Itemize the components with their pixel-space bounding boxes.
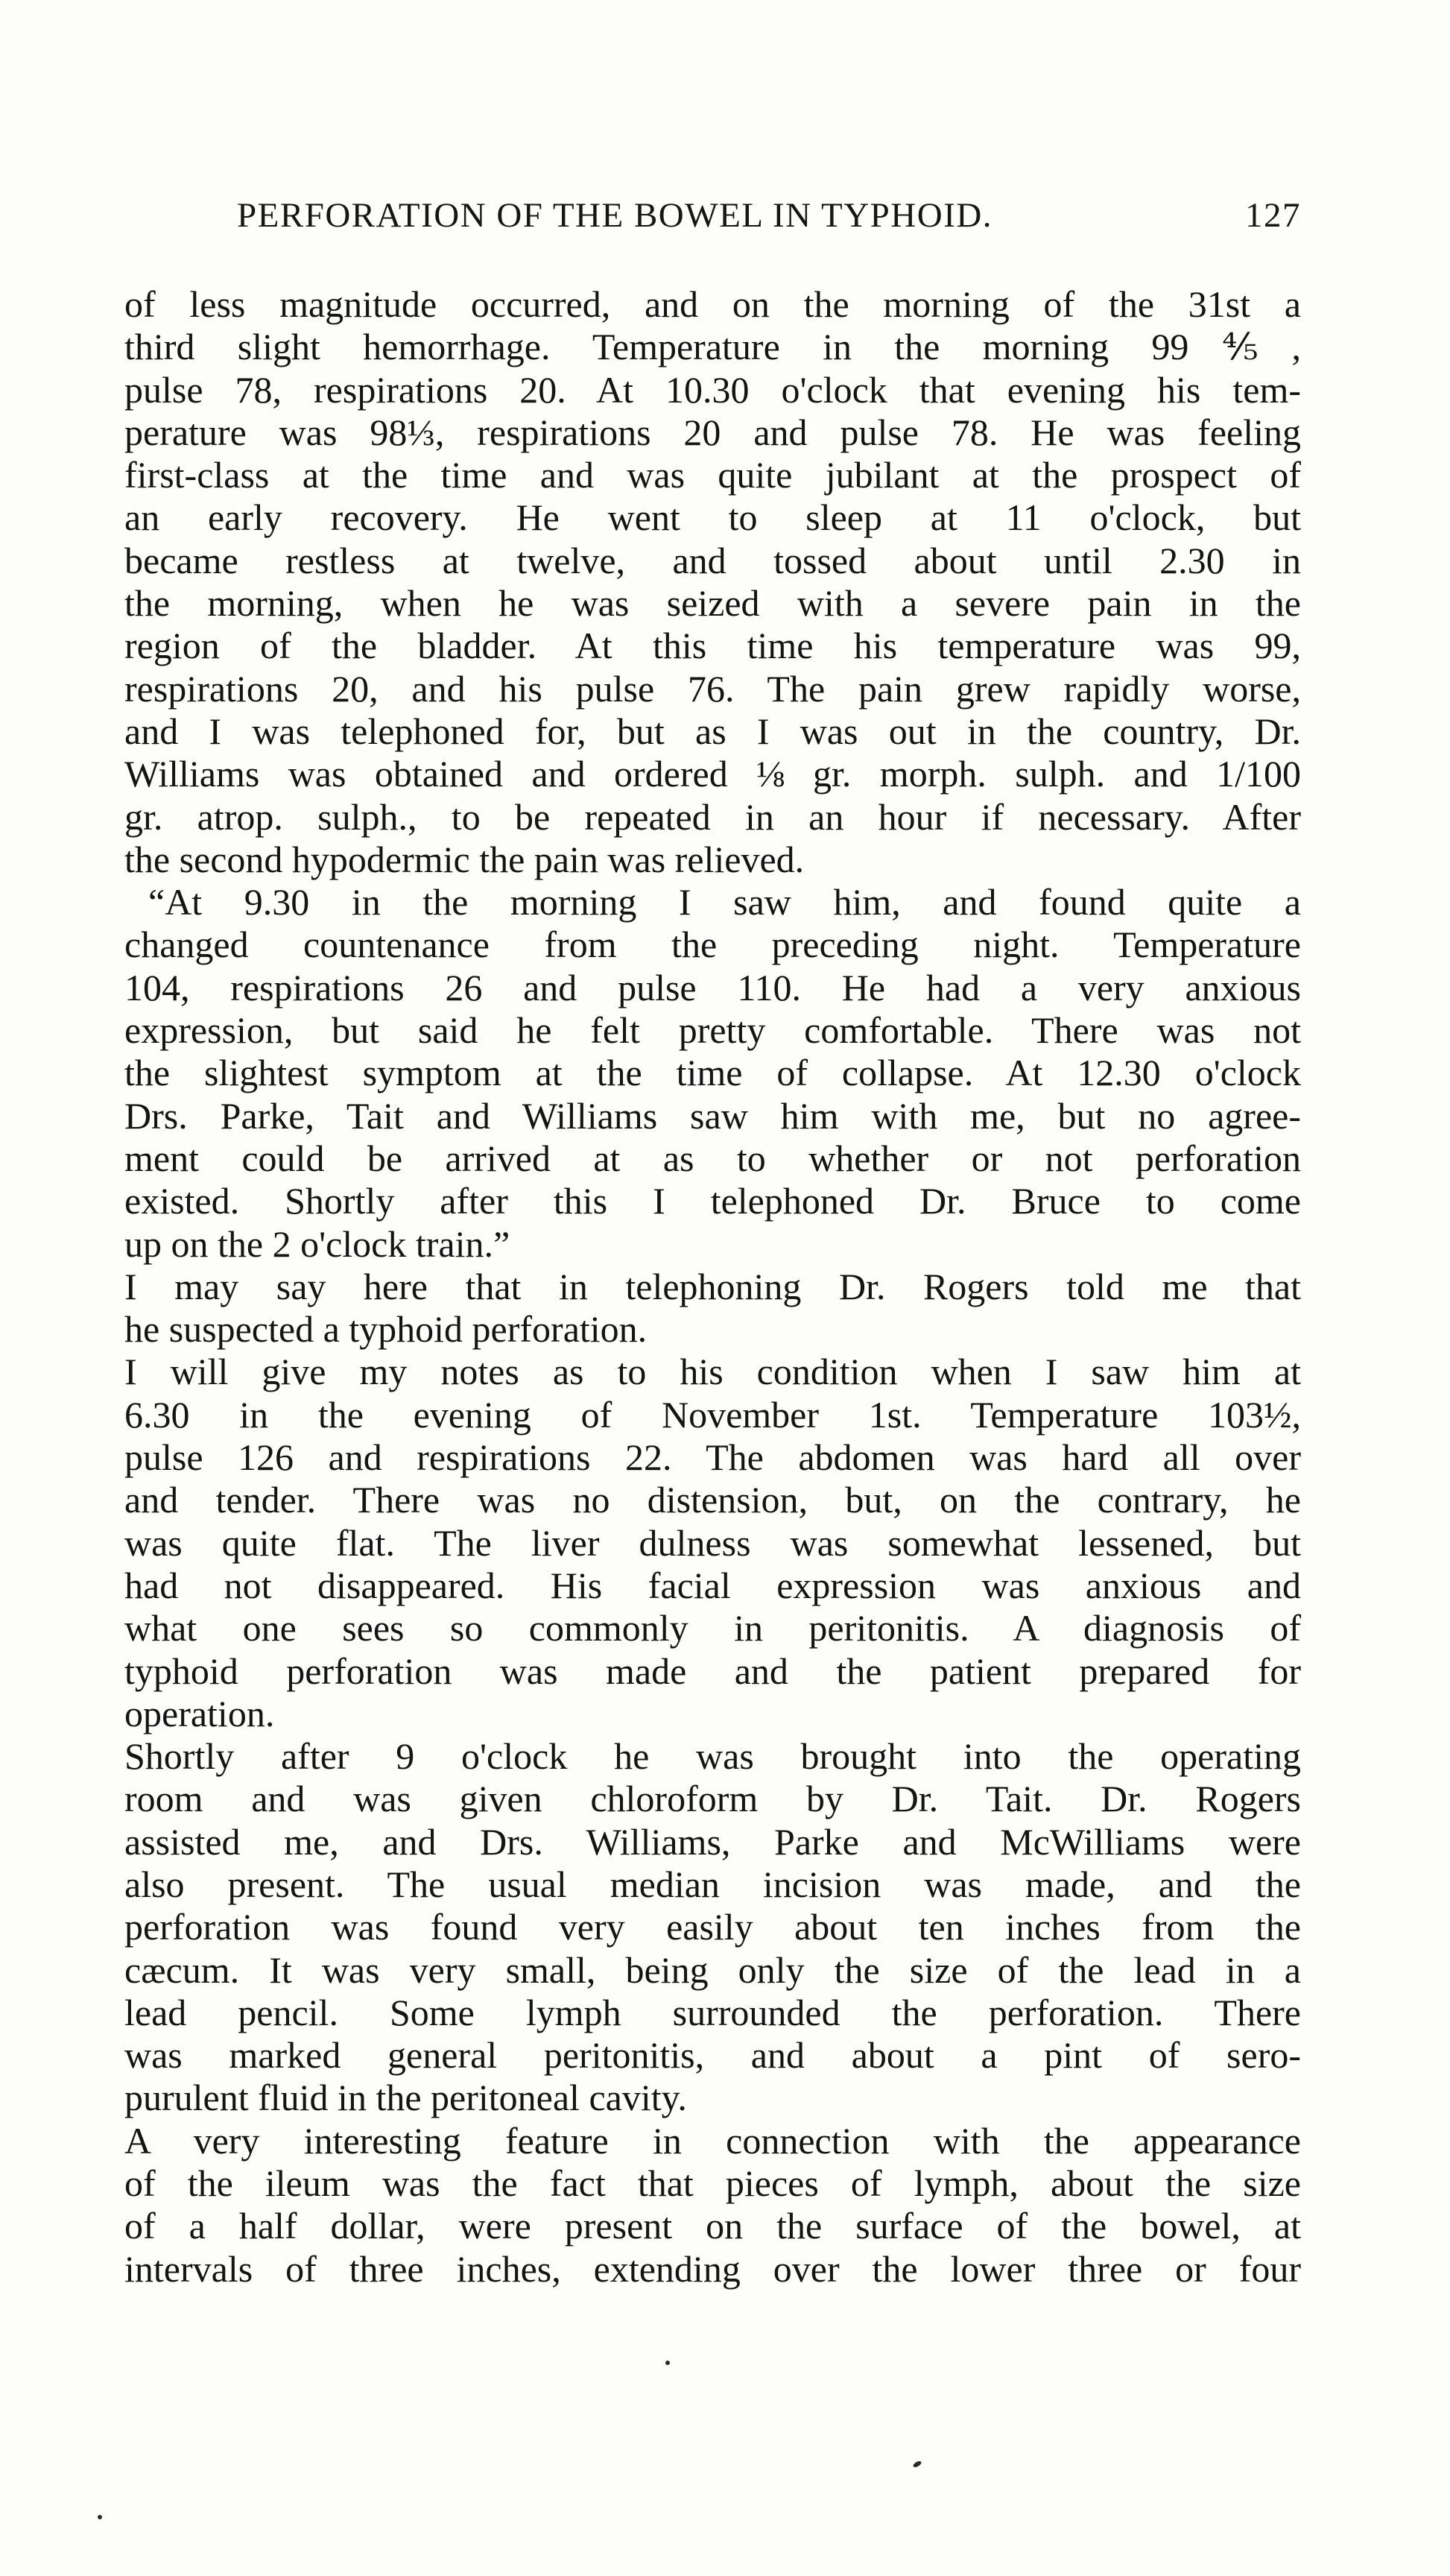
text-line: assisted me, and Drs. Williams, Parke and McWilliams were (124, 1820, 1301, 1863)
text-line: gr. atrop. sulph., to be repeated in an hour if necessary. After (124, 795, 1301, 838)
text-line: the morning, when he was seized with a severe pain in the (124, 582, 1301, 625)
text-line: intervals of three inches, extending over the lower three or four (124, 2247, 1301, 2290)
text-line: Shortly after 9 o'clock he was brought into the operating (124, 1735, 1301, 1778)
text-line: what one sees so commonly in peritonitis. A diagnosis of (124, 1607, 1301, 1650)
paragraph-morning-examination (124, 881, 1301, 1266)
text-line: purulent fluid in the peritoneal cavity. (124, 2077, 687, 2119)
text-line: cæcum. It was very small, being only the size of the lead in a (124, 1948, 1301, 1991)
text-line: an early recovery. He went to sleep at 11 o'clock, but (124, 496, 1301, 539)
scan-speck (912, 2460, 922, 2468)
running-title: PERFORATION OF THE BOWEL IN TYPHOID. (237, 196, 993, 235)
text-line: third slight hemorrhage. Temperature in the morning 99⅘, (124, 326, 1301, 368)
paragraph-operation (124, 1735, 1301, 2120)
paragraph-evening-notes (124, 1351, 1301, 1735)
text-line: the slightest symptom at the time of collapse. At 12.30 o'clock (124, 1052, 1301, 1094)
scan-speck (98, 2515, 102, 2519)
text-line: up on the 2 o'clock train.” (124, 1222, 510, 1265)
paragraph-telephone-note (124, 1266, 1301, 1351)
text-line: lead pencil. Some lymph surrounded the perforation. There (124, 1991, 1301, 2033)
text-line: had not disappeared. His facial expression was anxious and (124, 1564, 1301, 1606)
text-line: perature was 98⅓, respirations 20 and pulse 78. He was feeling (124, 411, 1301, 453)
text-line: “At 9.30 in the morning I saw him, and found quite a (148, 881, 1301, 924)
text-line: the second hypodermic the pain was relieved. (124, 838, 805, 880)
text-line: 6.30 in the evening of November 1st. Temperature 103½, (124, 1393, 1301, 1436)
text-line: he suspected a typhoid perforation. (124, 1308, 648, 1351)
text-line: perforation was found very easily about ten inches from the (124, 1906, 1301, 1948)
text-line: room and was given chloroform by Dr. Tait. Dr. Rogers (124, 1778, 1301, 1820)
text-line: existed. Shortly after this I telephoned Dr. Bruce to come (124, 1180, 1301, 1222)
text-line: was marked general peritonitis, and about a pint of sero- (124, 2034, 1301, 2077)
text-line: changed countenance from the preceding night. Temperature (124, 924, 1301, 966)
body-text (124, 283, 1301, 2291)
text-line: and tender. There was no distension, but, on the contrary, he (124, 1479, 1301, 1521)
text-line: became restless at twelve, and tossed about until 2.30 in (124, 539, 1301, 581)
text-line: region of the bladder. At this time his temperature was 99, (124, 625, 1301, 667)
text-line: A very interesting feature in connection with the appearance (124, 2119, 1301, 2162)
page-number: 127 (1245, 196, 1301, 235)
text-line: ment could be arrived at as to whether or not perforation (124, 1137, 1301, 1179)
text-line: operation. (124, 1692, 275, 1734)
text-line: Drs. Parke, Tait and Williams saw him with me, but no agree- (124, 1094, 1301, 1137)
text-line: first-class at the time and was quite jubilant at the prospect of (124, 454, 1301, 496)
text-line: also present. The usual median incision was made, and the (124, 1863, 1301, 1905)
text-line: respirations 20, and his pulse 76. The pain grew rapidly worse, (124, 667, 1301, 710)
text-line: I may say here that in telephoning Dr. Rogers told me that (124, 1265, 1301, 1307)
paragraph-ileum-feature (124, 2120, 1301, 2291)
paragraph-hemorrhage-course (124, 283, 1301, 881)
text-line: 104, respirations 26 and pulse 110. He had a very anxious (124, 966, 1301, 1008)
text-line: pulse 126 and respirations 22. The abdomen was hard all over (124, 1436, 1301, 1479)
text-line: of a half dollar, were present on the surface of the bowel, at (124, 2205, 1301, 2247)
running-head (237, 195, 1301, 247)
text-line: of less magnitude occurred, and on the morning of the 31st a (124, 283, 1301, 325)
text-line: was quite flat. The liver dulness was somewhat lessened, but (124, 1521, 1301, 1564)
text-line: pulse 78, respirations 20. At 10.30 o'clock that evening his tem- (124, 368, 1301, 411)
text-line: expression, but said he felt pretty comfortable. There was not (124, 1009, 1301, 1052)
text-line: typhoid perforation was made and the patient prepared for (124, 1650, 1301, 1692)
text-line: and I was telephoned for, but as I was out in the country, Dr. (124, 710, 1301, 752)
text-line: of the ileum was the fact that pieces of lymph, about the size (124, 2162, 1301, 2205)
text-line: Williams was obtained and ordered ⅛ gr. morph. sulph. and 1/100 (124, 753, 1301, 795)
text-line: I will give my notes as to his condition when I saw him at (124, 1351, 1301, 1393)
scan-speck (665, 2361, 670, 2365)
